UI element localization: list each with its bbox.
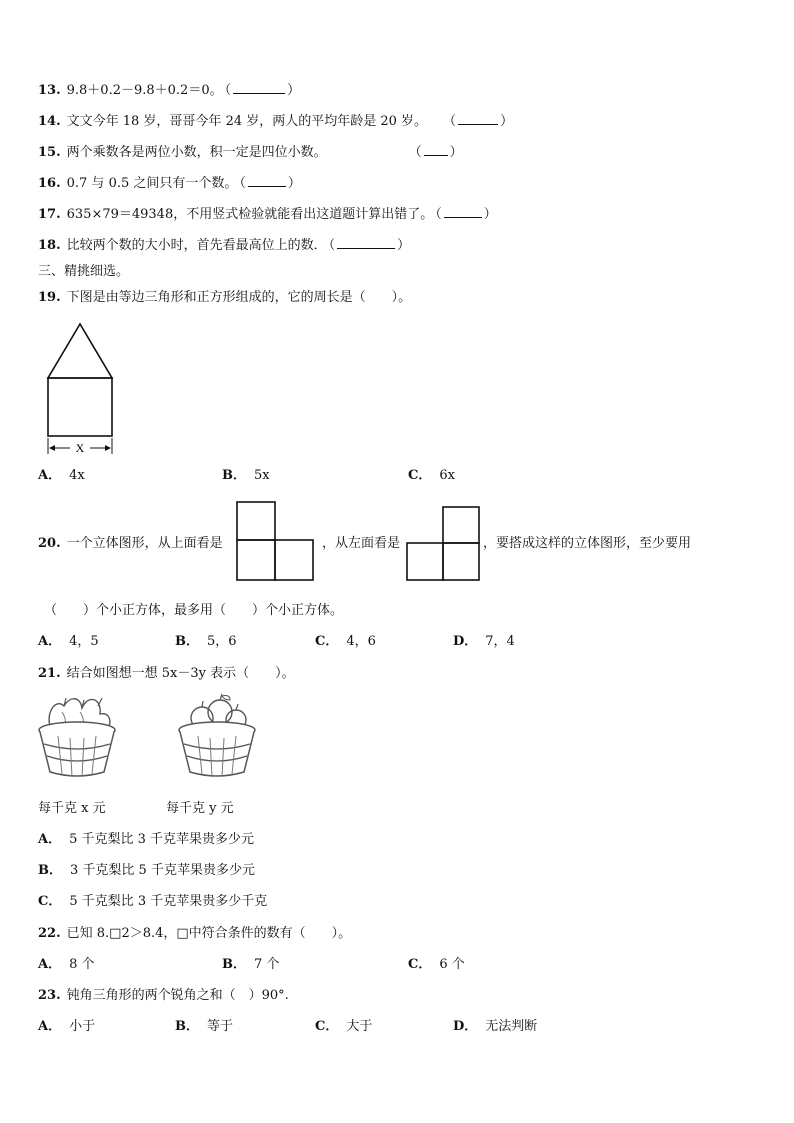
option-key: A． (38, 468, 62, 483)
question-number: 16. (38, 176, 61, 191)
open-paren: （ (408, 145, 422, 160)
option-value: 7，4 (485, 634, 515, 649)
question-text-b: ，从左面看是 (322, 536, 401, 551)
question-19 (38, 290, 411, 306)
question-13 (38, 83, 302, 99)
option-a[interactable] (38, 1019, 95, 1035)
option-c[interactable] (408, 468, 455, 484)
question-text: 下图是由等边三角形和正方形组成的，它的周长是（ ）。 (66, 290, 412, 305)
question-number: 20. (38, 536, 61, 551)
question-text-d: （ ）个小正方体，最多用（ ）个小正方体。 (44, 603, 344, 618)
option-a[interactable] (38, 634, 99, 650)
option-d[interactable] (453, 634, 515, 650)
option-b[interactable] (222, 957, 279, 973)
close-paren: ） (500, 114, 514, 129)
question-number: 17. (38, 207, 61, 222)
option-key: C． (315, 634, 339, 649)
question-text: 比较两个数的大小时，首先看最高位上的数． (66, 238, 327, 253)
option-key: C． (408, 468, 432, 483)
option-key: B． (175, 634, 199, 649)
question-15 (38, 145, 465, 161)
open-paren: （ (224, 83, 232, 98)
view-cell (407, 543, 443, 580)
question-text: 结合如图想一想 5x－3y 表示（ ）。 (66, 666, 295, 681)
option-value: 等于 (207, 1019, 234, 1034)
option-key: A． (38, 832, 62, 847)
option-c[interactable] (315, 1019, 372, 1035)
arrow-right-icon (105, 445, 111, 451)
answer-blank[interactable] (458, 124, 498, 125)
question-text: 两个乘数各是两位小数，积一定是四位小数。 (66, 145, 327, 160)
option-d[interactable] (453, 1019, 537, 1035)
option-key: D． (453, 1019, 478, 1034)
question-number: 21. (38, 666, 61, 681)
option-key: B． (175, 1019, 199, 1034)
answer-blank[interactable] (233, 93, 285, 94)
question-14 (38, 114, 515, 130)
dimension-label: X (75, 441, 85, 455)
question-text: 0.7 与 0.5 之间只有一个数。 (66, 176, 238, 191)
question-22 (38, 926, 351, 942)
open-paren: （ (328, 238, 336, 253)
option-key: A． (38, 634, 62, 649)
option-value: 4，6 (346, 634, 376, 649)
left-view-figure (405, 505, 483, 583)
option-b[interactable] (175, 634, 237, 650)
close-paren: ） (287, 83, 301, 98)
option-key: B． (222, 957, 246, 972)
section-heading: 三、精挑细选。 (38, 264, 130, 279)
question-text: 文文今年 18 岁，哥哥今年 24 岁，两人的平均年龄是 20 岁。 (66, 114, 428, 129)
question-number: 15. (38, 145, 61, 160)
option-a[interactable] (38, 832, 254, 848)
question-text: 9.8＋0.2－9.8＋0.2＝0。 (66, 83, 223, 98)
question-16 (38, 176, 303, 192)
view-cell (275, 540, 313, 580)
option-key: B． (222, 468, 246, 483)
question-number: 19. (38, 290, 61, 305)
question-18 (38, 238, 412, 254)
answer-blank[interactable] (424, 155, 448, 156)
arrow-left-icon (49, 445, 55, 451)
question-23 (38, 988, 289, 1004)
option-key: A． (38, 957, 62, 972)
answer-blank[interactable] (248, 186, 286, 187)
option-c[interactable] (38, 894, 267, 910)
view-cell (443, 507, 479, 543)
question-text-c: ，要搭成这样的立体图形，至少要用 (483, 536, 692, 551)
option-value: 6 个 (439, 957, 465, 972)
option-value: 6x (439, 468, 455, 483)
option-key: B． (38, 863, 62, 878)
option-value: 4x (69, 468, 85, 483)
apple-price-label: 每千克 y 元 (166, 801, 234, 816)
option-key: C． (38, 894, 62, 909)
option-value: 3 千克梨比 5 千克苹果贵多少元 (70, 863, 255, 878)
question-number: 14. (38, 114, 61, 129)
option-value: 7 个 (254, 957, 280, 972)
close-paren: ） (449, 145, 463, 160)
option-key: C． (315, 1019, 339, 1034)
open-paren: （ (435, 207, 442, 222)
answer-blank[interactable] (444, 217, 482, 218)
option-value: 8 个 (69, 957, 95, 972)
house-shape-figure (40, 318, 120, 458)
question-text: 635×79＝49348，不用竖式检验就能看出这道题计算出错了。 (66, 207, 434, 222)
pear-basket-icon (36, 692, 118, 782)
question-number: 23. (38, 988, 61, 1003)
option-value: 大于 (346, 1019, 373, 1034)
option-b[interactable] (222, 468, 270, 484)
question-text: 已知 8.□2＞8.4，□中符合条件的数有（ ）。 (66, 926, 352, 941)
close-paren: ） (397, 238, 411, 253)
option-key: D． (453, 634, 478, 649)
top-view-figure (235, 500, 315, 582)
option-a[interactable] (38, 468, 85, 484)
option-a[interactable] (38, 957, 95, 973)
option-value: 无法判断 (485, 1019, 538, 1034)
option-value: 5 千克梨比 3 千克苹果贵多少千克 (69, 894, 268, 909)
option-b[interactable] (38, 863, 255, 879)
option-c[interactable] (408, 957, 465, 973)
answer-blank[interactable] (337, 248, 395, 249)
view-cell (237, 502, 275, 540)
option-value: 小于 (69, 1019, 96, 1034)
question-number: 18. (38, 238, 61, 253)
option-value: 5 千克梨比 3 千克苹果贵多少元 (69, 832, 255, 847)
option-key: A． (38, 1019, 62, 1034)
option-c[interactable] (315, 634, 376, 650)
question-text-a: 一个立体图形，从上面看是 (66, 536, 223, 551)
question-text: 钝角三角形的两个锐角之和（ ）90°. (66, 988, 289, 1003)
open-paren: （ (239, 176, 246, 191)
option-key: C． (408, 957, 432, 972)
question-20-part1 (38, 536, 223, 552)
question-number: 22. (38, 926, 61, 941)
option-b[interactable] (175, 1019, 233, 1035)
close-paren: ） (287, 176, 301, 191)
close-paren: ） (483, 207, 497, 222)
apple-basket-icon (176, 692, 258, 782)
view-cell (443, 543, 479, 580)
option-value: 5x (254, 468, 270, 483)
question-17 (38, 207, 499, 223)
triangle-shape (48, 324, 112, 378)
question-21 (38, 666, 295, 682)
open-paren: （ (443, 114, 457, 129)
option-value: 4，5 (69, 634, 99, 649)
square-shape (48, 378, 112, 436)
option-value: 5，6 (207, 634, 237, 649)
view-cell (237, 540, 275, 580)
pear-price-label: 每千克 x 元 (38, 801, 106, 816)
question-number: 13. (38, 83, 61, 98)
